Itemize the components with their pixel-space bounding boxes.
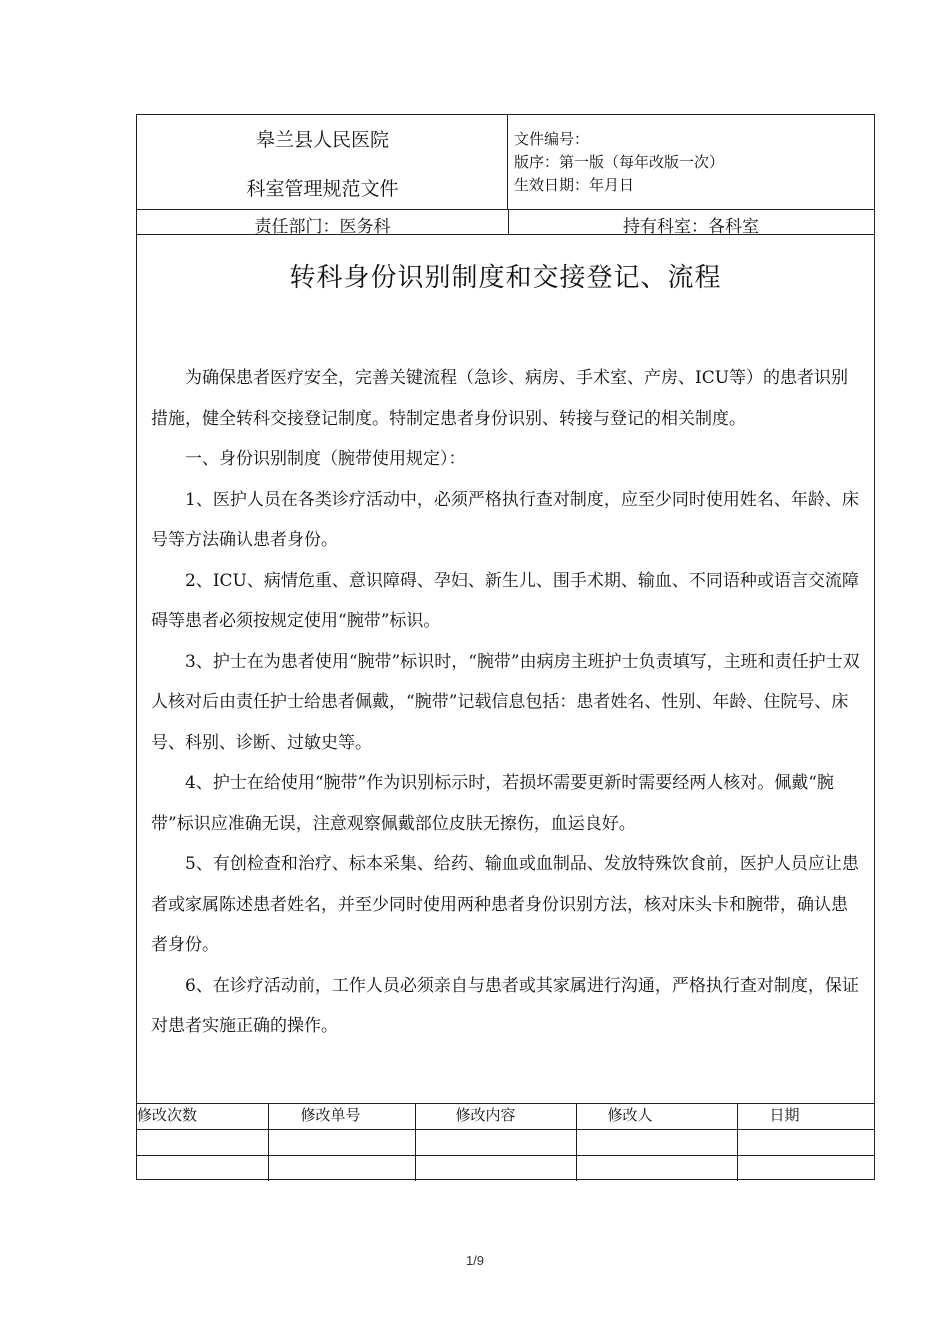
rule-paragraph-5: 5、有创检查和治疗、标本采集、给药、输血或血制品、发放特殊饮食前，医护人员应让患者或家属陈述患者姓名，并至少同时使用两种患者身份识别方法，核对床头卡和腕带，确认患者身份。 bbox=[151, 854, 859, 955]
revision-cell bbox=[268, 1156, 415, 1182]
revision-header-cell: 修改次数 bbox=[137, 1104, 268, 1130]
revision-cell bbox=[576, 1156, 737, 1182]
revision-cell bbox=[415, 1156, 576, 1182]
edition-label: 版序：第一版（每年改版一次） bbox=[514, 153, 725, 171]
revision-cell bbox=[137, 1130, 268, 1156]
document-type: 科室管理规范文件 bbox=[246, 178, 399, 200]
document-title: 转科身份识别制度和交接登记、流程 bbox=[289, 263, 722, 293]
revision-table bbox=[137, 1103, 874, 1181]
header-right-cell bbox=[508, 115, 874, 209]
page-number: 1/9 bbox=[465, 1253, 485, 1268]
document-frame bbox=[136, 114, 875, 1180]
section-heading: 一、身份识别制度（腕带使用规定）： bbox=[185, 449, 466, 469]
revision-cell bbox=[268, 1130, 415, 1156]
revision-header-row bbox=[137, 1104, 874, 1130]
document-body bbox=[151, 358, 861, 1047]
revision-cell bbox=[415, 1130, 576, 1156]
holding-department: 持有科室：各科室 bbox=[623, 217, 759, 237]
rule-paragraph-2: 2、ICU、病情危重、意识障碍、孕妇、新生儿、围手术期、输血、不同语种或语言交流障碍等患者必须按规定使用“腕带”标识。 bbox=[151, 570, 859, 631]
revision-cell bbox=[576, 1130, 737, 1156]
file-number-label: 文件编号： bbox=[514, 130, 590, 148]
rule-paragraph-3: 3、护士在为患者使用“腕带”标识时，“腕带”由病房主班护士负责填写，主班和责任护士双人核对后由责任护士给患者佩戴，“腕带”记载信息包括：患者姓名、性别、年龄、住院号、床号、科别、诊断、过敏史等。 bbox=[151, 651, 860, 753]
revision-cell bbox=[137, 1156, 268, 1182]
revision-header-cell: 修改单号 bbox=[268, 1104, 415, 1130]
revision-header-cell: 日期 bbox=[737, 1104, 874, 1130]
revision-header-cell: 修改内容 bbox=[415, 1104, 576, 1130]
intro-paragraph: 为确保患者医疗安全，完善关键流程（急诊、病房、手术室、产房、ICU等）的患者识别措施，健全转科交接登记制度。特制定患者身份识别、转接与登记的相关制度。 bbox=[151, 368, 849, 429]
rule-paragraph-6: 6、在诊疗活动前，工作人员必须亲自与患者或其家属进行沟通，严格执行查对制度，保证对患者实施正确的操作。 bbox=[151, 975, 859, 1036]
revision-row bbox=[137, 1156, 874, 1182]
revision-cell bbox=[737, 1130, 874, 1156]
revision-header-cell: 修改人 bbox=[576, 1104, 737, 1130]
revision-cell bbox=[737, 1156, 874, 1182]
hospital-name: 皋兰县人民医院 bbox=[255, 129, 389, 151]
department-row bbox=[137, 209, 874, 235]
header-left-cell bbox=[137, 115, 508, 209]
effective-date-label: 生效日期：年月日 bbox=[514, 176, 635, 194]
rule-paragraph-1: 1、医护人员在各类诊疗活动中，必须严格执行查对制度，应至少同时使用姓名、年龄、床号等方法确认患者身份。 bbox=[151, 489, 859, 550]
rule-paragraph-4: 4、护士在给使用“腕带”作为识别标示时，若损坏需要更新时需要经两人核对。佩戴“腕带”标识应准确无误，注意观察佩戴部位皮肤无擦伤，血运良好。 bbox=[151, 773, 834, 834]
revision-row bbox=[137, 1130, 874, 1156]
responsible-department: 责任部门：医务科 bbox=[254, 217, 391, 237]
